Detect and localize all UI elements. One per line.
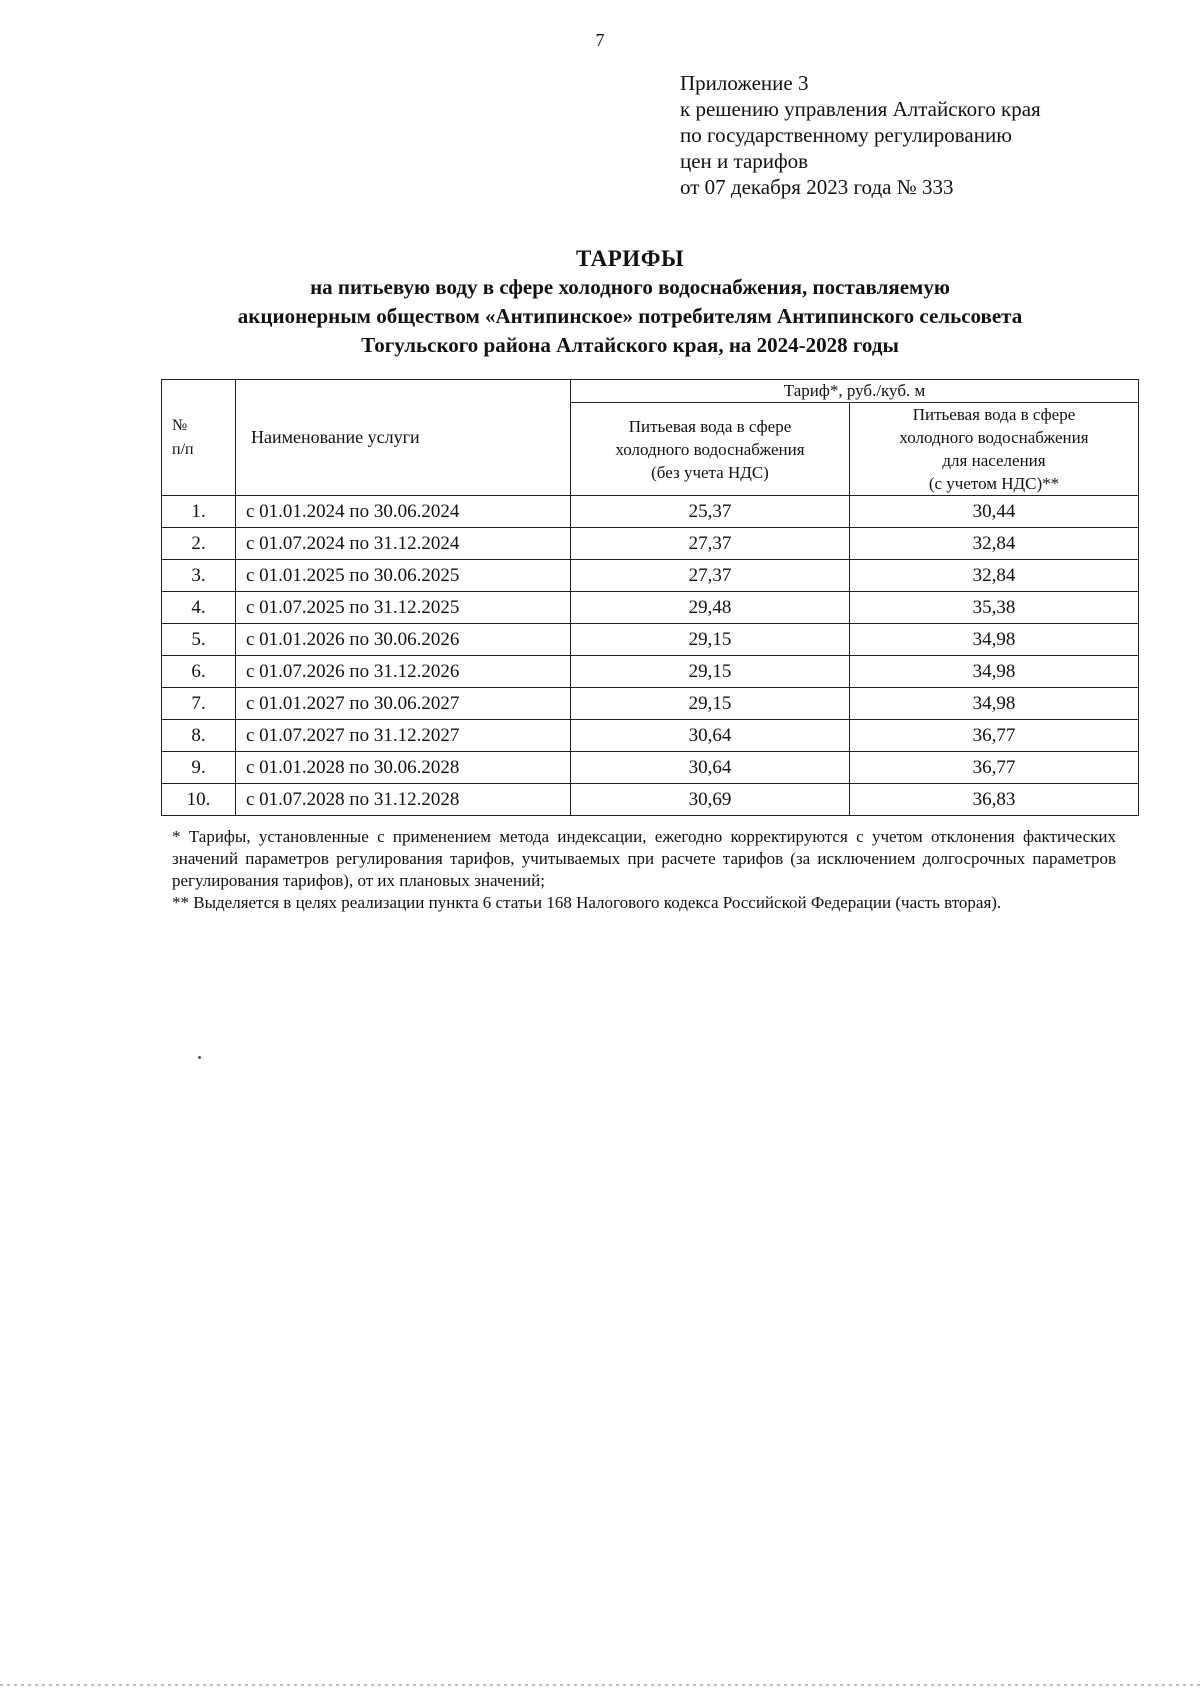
- row-tariff-no-vat: 30,64: [571, 752, 850, 784]
- header-col-line: холодного водоснабжения: [615, 439, 805, 459]
- row-tariff-with-vat: 34,98: [850, 688, 1139, 720]
- row-number: 3.: [162, 560, 236, 592]
- row-period: с 01.07.2027 по 31.12.2027: [236, 720, 571, 752]
- document-title: [140, 244, 1120, 360]
- footnotes: [172, 826, 1116, 914]
- row-tariff-with-vat: 30,44: [850, 496, 1139, 528]
- row-tariff-no-vat: 30,69: [571, 784, 850, 816]
- row-period: с 01.01.2027 по 30.06.2027: [236, 688, 571, 720]
- row-number: 8.: [162, 720, 236, 752]
- row-tariff-with-vat: 32,84: [850, 528, 1139, 560]
- header-number-abbr: п/п: [172, 440, 194, 458]
- header-col-line: холодного водоснабжения: [899, 428, 1089, 447]
- header-col-no-vat: [571, 403, 850, 496]
- row-tariff-with-vat: 35,38: [850, 592, 1139, 624]
- row-tariff-no-vat: 30,64: [571, 720, 850, 752]
- page-number: 7: [595, 30, 605, 50]
- row-period: с 01.01.2025 по 30.06.2025: [236, 560, 571, 592]
- row-tariff-with-vat: 36,77: [850, 720, 1139, 752]
- row-tariff-with-vat: 34,98: [850, 624, 1139, 656]
- table-header-row: [162, 380, 1139, 403]
- row-tariff-no-vat: 27,37: [571, 560, 850, 592]
- table-row: [162, 784, 1139, 816]
- row-number: 5.: [162, 624, 236, 656]
- row-period: с 01.07.2026 по 31.12.2026: [236, 656, 571, 688]
- table-row: [162, 656, 1139, 688]
- scan-edge-line: [0, 1684, 1200, 1686]
- row-number: 7.: [162, 688, 236, 720]
- scan-speck: [198, 1056, 201, 1059]
- table-row: [162, 496, 1139, 528]
- tariff-table: [161, 379, 1139, 816]
- appendix-line: Приложение 3: [680, 71, 809, 95]
- header-col-line: для населения: [942, 451, 1046, 470]
- row-number: 2.: [162, 528, 236, 560]
- table-row: [162, 752, 1139, 784]
- table-row: [162, 560, 1139, 592]
- table-row: [162, 592, 1139, 624]
- header-number: [162, 380, 236, 496]
- appendix-line: к решению управления Алтайского края: [680, 97, 1041, 121]
- title-main: ТАРИФЫ: [575, 246, 685, 271]
- header-col-line: (без учета НДС): [651, 462, 769, 482]
- title-line: акционерным обществом «Антипинское» потребителям Антипинского сельсовета: [237, 304, 1023, 328]
- header-col-with-vat: [850, 403, 1139, 496]
- header-tariff-group: Тариф*, руб./куб. м: [571, 380, 1139, 403]
- header-col-line: Питьевая вода в сфере: [912, 405, 1076, 424]
- title-line: Тогульского района Алтайского края, на 2024-2028 годы: [361, 333, 899, 357]
- table-row: [162, 720, 1139, 752]
- row-number: 1.: [162, 496, 236, 528]
- row-tariff-no-vat: 29,15: [571, 688, 850, 720]
- table-row: [162, 688, 1139, 720]
- header-col-line: (с учетом НДС)**: [928, 474, 1060, 493]
- row-tariff-with-vat: 36,83: [850, 784, 1139, 816]
- row-period: с 01.07.2024 по 31.12.2024: [236, 528, 571, 560]
- row-period: с 01.01.2028 по 30.06.2028: [236, 752, 571, 784]
- row-period: с 01.07.2025 по 31.12.2025: [236, 592, 571, 624]
- row-number: 4.: [162, 592, 236, 624]
- footnote-vat: ** Выделяется в целях реализации пункта 6 статьи 168 Налогового кодекса Российской Федерации (часть вторая).: [172, 893, 1002, 912]
- row-tariff-with-vat: 32,84: [850, 560, 1139, 592]
- row-tariff-with-vat: 36,77: [850, 752, 1139, 784]
- footnote-indexation: * Тарифы, установленные с применением метода индексации, ежегодно корректируются с учетом отклонения фактических значений параметров регулирования тарифов, учитываемых при расчете тарифов (за исключением долгосрочных параметров регулирования тарифов), от их плановых значений;: [172, 827, 1116, 890]
- header-col-line: Питьевая вода в сфере: [628, 416, 792, 436]
- title-line: на питьевую воду в сфере холодного водоснабжения, поставляемую: [310, 275, 950, 299]
- row-number: 10.: [162, 784, 236, 816]
- row-number: 6.: [162, 656, 236, 688]
- appendix-line: цен и тарифов: [680, 149, 809, 173]
- appendix-line: от 07 декабря 2023 года № 333: [680, 175, 954, 199]
- row-tariff-no-vat: 27,37: [571, 528, 850, 560]
- appendix-block: [680, 70, 1041, 200]
- row-period: с 01.01.2026 по 30.06.2026: [236, 624, 571, 656]
- table-row: [162, 528, 1139, 560]
- row-number: 9.: [162, 752, 236, 784]
- header-number-symbol: №: [172, 416, 188, 434]
- row-tariff-no-vat: 29,15: [571, 624, 850, 656]
- header-service-name: Наименование услуги: [236, 380, 571, 496]
- row-period: с 01.07.2028 по 31.12.2028: [236, 784, 571, 816]
- row-tariff-no-vat: 25,37: [571, 496, 850, 528]
- row-tariff-no-vat: 29,15: [571, 656, 850, 688]
- appendix-line: по государственному регулированию: [680, 123, 1012, 147]
- row-period: с 01.01.2024 по 30.06.2024: [236, 496, 571, 528]
- table-row: [162, 624, 1139, 656]
- row-tariff-with-vat: 34,98: [850, 656, 1139, 688]
- row-tariff-no-vat: 29,48: [571, 592, 850, 624]
